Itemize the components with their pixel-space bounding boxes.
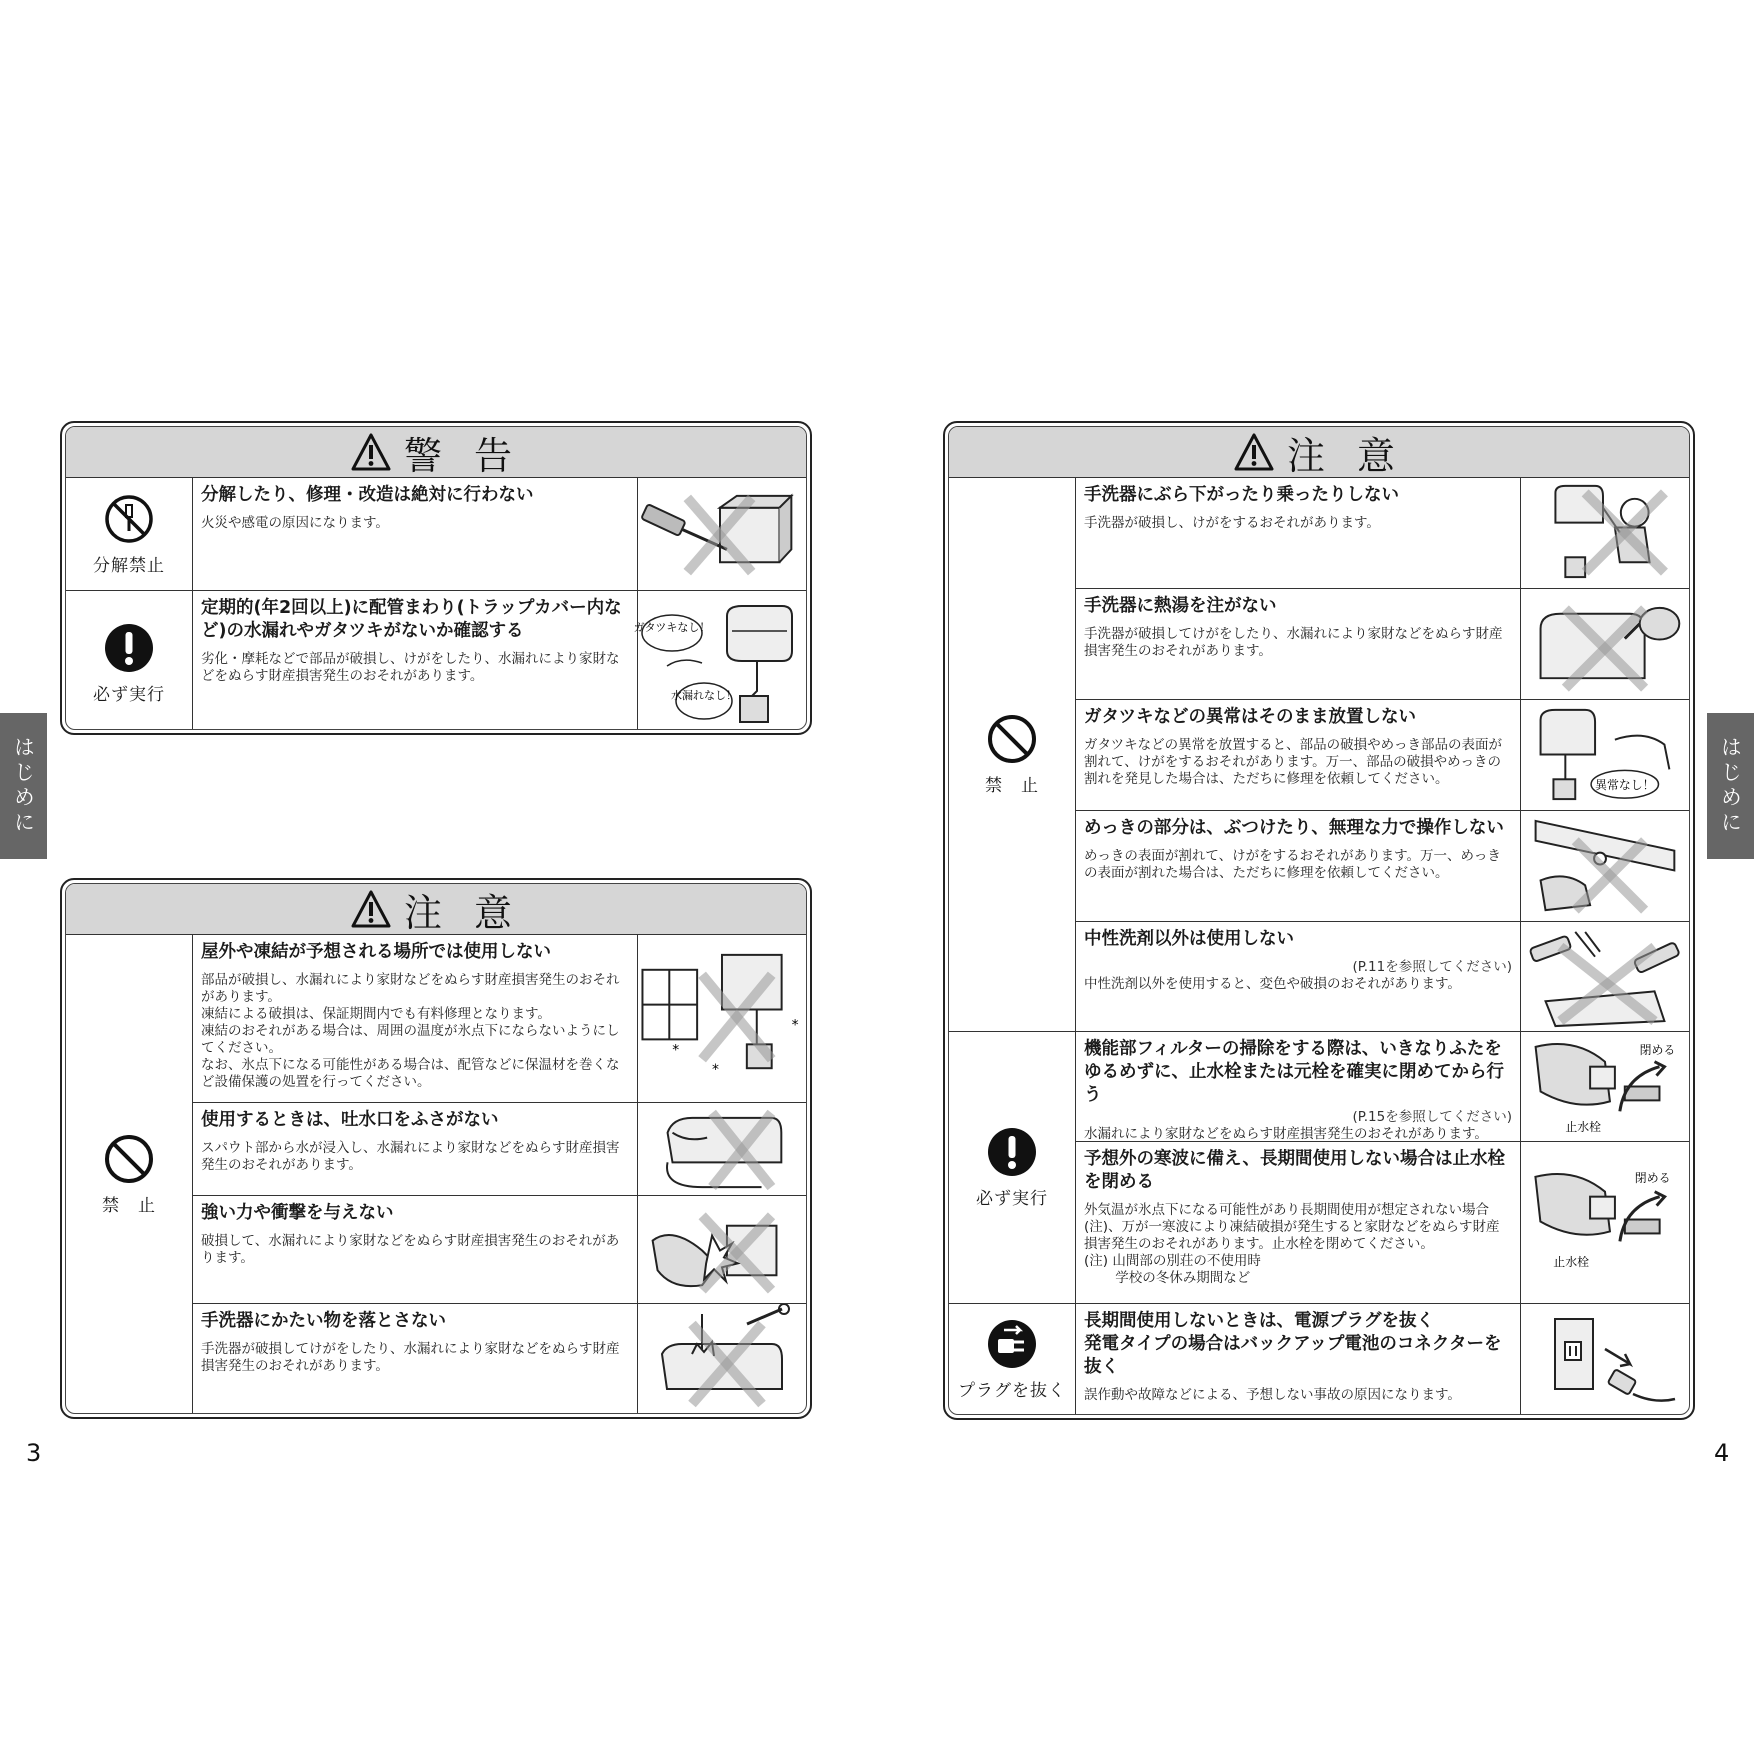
caution-title: 注 意 [403,890,523,935]
leak-check-illustration [632,591,806,730]
row-title: 屋外や凍結が予想される場所では使用しない [201,942,551,962]
caution-left-row-3 [193,1196,806,1304]
row-title: 強い力や衝撃を与えない [201,1203,394,1223]
body-line: 手洗器が破損してけがをしたり、水漏れにより家財などをぬらす財産損害発生のおそれがあります。 [1084,626,1503,659]
no-disassembly-label: 分解禁止 [93,555,165,576]
prohibited-label: 禁 止 [102,1195,156,1216]
group-prohibited-icon-cell [949,478,1076,1032]
warning-header [66,427,806,478]
side-tab-left [0,713,47,859]
caution-right-row-1 [1076,478,1689,589]
impact-illustration [632,1196,806,1303]
warning-triangle-icon [350,889,392,929]
stop-valve-illustration-2 [1515,1142,1689,1303]
body-line: 中性洗剤以外を使用すると、変色や破損のおそれがあります。 [1084,976,1461,992]
caution-left-row-4 [193,1304,806,1414]
caution-right-row-5 [1076,922,1689,1032]
must-do-icon [986,1126,1038,1178]
body-line: なお、氷点下になる可能性がある場合は、配管などに保温材を巻くなど設備保護の処置を行ってください。 [201,1057,620,1090]
body-line: ガタツキなどの異常を放置すると、部品の破損やめっき部品の表面が割れて、けがをするおそれがあります。万一、部品の破損やめっきの割れを発見した場合は、ただちに修理を依頼してください。 [1084,737,1502,787]
page-reference: (P.15を参照してください) [1352,1109,1512,1125]
page-reference: (P.11を参照してください) [1352,959,1512,975]
warning-icon-cell-1 [66,478,193,591]
prohibited-icon [986,713,1038,765]
caution-right-row-2 [1076,589,1689,700]
body-line: (注) 山間部の別荘の不使用時 [1084,1253,1261,1269]
callout-stop-valve: 止水栓 [1565,1120,1601,1135]
detergent-illustration [1515,922,1689,1031]
callout-no-abnormality: 異常なし！ [1595,778,1655,793]
page-number-right: 4 [1714,1439,1730,1467]
row-title: めっきの部分は、ぶつけたり、無理な力で操作しない [1084,818,1504,838]
spout-illustration [632,1103,806,1195]
stop-valve-illustration-1 [1515,1032,1689,1141]
callout-no-wobble: ガタツキなし！ [633,621,711,634]
group-unplug-icon-cell [949,1304,1076,1414]
body-line: 凍結による破損は、保証期間内でも有料修理となります。 [201,1006,551,1022]
prohibited-label: 禁 止 [985,776,1039,796]
body-line: 部品が破損し、水漏れにより家財などをぬらす財産損害発生のおそれがあります。 [201,972,620,1005]
caution-right-row-7 [1076,1142,1689,1304]
body-line: 学校の冬休み期間など [1084,1270,1251,1286]
prohibited-icon [103,1133,155,1185]
caution-panel-right [943,421,1695,1420]
side-tab-right [1707,713,1754,859]
hanging-illustration [1515,478,1689,588]
drop-object-illustration [632,1304,806,1414]
warning-triangle-icon [350,432,392,472]
caution-header-right [949,427,1689,478]
row-body: 火災や感電の原因になります。 [201,515,389,531]
callout-close: 閉める [1639,1042,1676,1057]
must-do-label: 必ず実行 [976,1189,1048,1209]
caution-left-row-2 [193,1103,806,1196]
freezing-illustration [632,935,806,1102]
warning-row-1 [193,478,806,591]
caution-left-icon-cell [66,935,193,1413]
page-number-left: 3 [26,1439,42,1467]
warning-panel [60,421,812,735]
body-line: 凍結のおそれがある場合は、周囲の温度が氷点下にならないようにしてください。 [201,1023,620,1056]
body-line: 誤作動や故障などによる、予想しない事故の原因になります。 [1084,1387,1461,1403]
unplug-icon [986,1318,1038,1370]
caution-right-row-3 [1076,700,1689,811]
row-title: 長期間使用しないときは、電源プラグを抜く 発電タイプの場合はバックアップ電池のコネクターを抜く [1084,1311,1502,1377]
group-must-do-icon-cell [949,1032,1076,1304]
must-do-label: 必ず実行 [93,684,165,705]
body-line: 外気温が氷点下になる可能性があり長期間使用が想定されない場合(注)、万が一寒波により凍結破損が発生すると家財などをぬらす財産損害発生のおそれがあります。止水栓を閉めてください。 [1084,1202,1500,1252]
body-line: 破損して、水漏れにより家財などをぬらす財産損害発生のおそれがあります。 [201,1233,620,1266]
svg-text:*: * [712,1062,719,1079]
row-title: 定期的(年2回以上)に配管まわり(トラップカバー内など)の水漏れやガタツキがないか確認する [201,598,622,641]
body-line: めっきの表面が割れて、けがをするおそれがあります。万一、めっきの表面が割れた場合は、ただちに修理を依頼してください。 [1084,848,1501,881]
warning-title: 警 告 [403,433,523,478]
callout-close: 閉める [1634,1170,1671,1185]
unplug-illustration [1515,1304,1689,1414]
row-title: 使用するときは、吐水口をふさがない [201,1110,499,1130]
caution-panel-left [60,878,812,1419]
side-tab-label: はじめに [11,736,36,836]
caution-title: 注 意 [1286,433,1406,478]
row-title: 手洗器に熱湯を注がない [1084,596,1277,616]
hot-water-illustration [1515,589,1689,699]
caution-right-row-8 [1076,1304,1689,1414]
disassembly-illustration [632,478,806,590]
row-title: 予想外の寒波に備え、長期間使用しない場合は止水栓を閉める [1084,1149,1506,1192]
caution-right-row-4 [1076,811,1689,922]
warning-icon-cell-2 [66,591,193,730]
row-title: ガタツキなどの異常はそのまま放置しない [1084,707,1416,727]
no-disassembly-icon [103,493,155,545]
unplug-label: プラグを抜く [958,1380,1066,1401]
callout-no-leak: 水漏れなし！ [671,689,737,702]
svg-text:*: * [672,1042,680,1059]
plating-illustration [1515,811,1689,921]
warning-triangle-icon [1233,432,1275,472]
body-line: スパウト部から水が浸入し、水漏れにより家財などをぬらす財産損害発生のおそれがあります。 [201,1140,620,1173]
caution-right-row-6 [1076,1032,1689,1142]
svg-text:*: * [791,1017,799,1034]
row-title: 機能部フィルターの掃除をする際は、いきなりふたをゆるめずに、止水栓または元栓を確実に閉めてから行う [1084,1039,1504,1105]
warning-row-2 [193,591,806,730]
callout-stop-valve: 止水栓 [1553,1255,1590,1270]
side-tab-label: はじめに [1718,736,1743,836]
must-do-icon [103,622,155,674]
row-title: 分解したり、修理・改造は絶対に行わない [201,485,534,505]
row-title: 中性洗剤以外は使用しない [1084,929,1294,949]
body-line: 手洗器が破損し、けがをするおそれがあります。 [1084,515,1380,531]
row-title: 手洗器にぶら下がったり乗ったりしない [1084,485,1399,505]
row-title: 手洗器にかたい物を落とさない [201,1311,446,1331]
abnormality-illustration [1515,700,1689,810]
body-line: 水漏れにより家財などをぬらす財産損害発生のおそれがあります。 [1084,1126,1488,1142]
caution-header-left [66,884,806,935]
body-line: 手洗器が破損してけがをしたり、水漏れにより家財などをぬらす財産損害発生のおそれがあります。 [201,1341,620,1374]
row-body: 劣化・摩耗などで部品が破損し、けがをしたり、水漏れにより家財などをぬらす財産損害発生のおそれがあります。 [201,651,620,684]
caution-left-row-1 [193,935,806,1103]
